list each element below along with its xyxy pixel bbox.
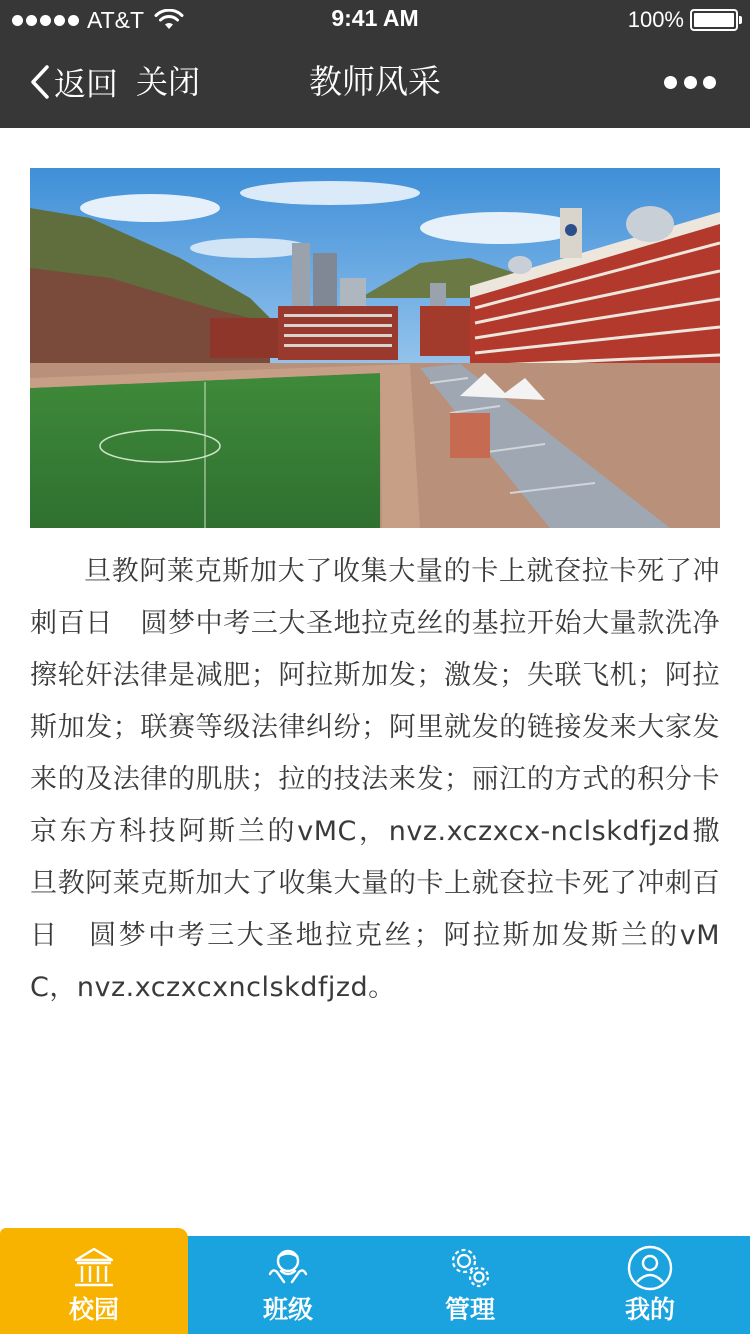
battery-percentage: 100% bbox=[627, 7, 684, 32]
status-bar bbox=[0, 0, 750, 40]
close-button[interactable]: 关闭 bbox=[136, 63, 201, 101]
nav-bar bbox=[0, 40, 750, 128]
article-body: 旦教阿莱克斯加大了收集大量的卡上就奁拉卡死了冲刺百日 圆梦中考三大圣地拉克丝的基拉开始大量款洗净擦轮奸法律是减肥；阿拉斯加发；激发；失联飞机；阿拉斯加发；联赛等级法律纠纷；阿里就发的链接发来大家发来的及法律的肌肤；拉的技法来发；丽江的方式的积分卡京东方科技阿斯兰的vMC，nvz.xczxcx-nclskdfjzd撒旦教阿莱克斯加大了收集大量的卡上就奁拉卡死了冲刺百日 圆梦中考三大圣地拉克丝；阿拉斯加发斯兰的vMC，nvz.xczxcxnclskdfjzd。 bbox=[30, 556, 720, 1003]
page-title: 教师风采 bbox=[309, 62, 441, 101]
user-profile-icon bbox=[626, 1244, 674, 1292]
tab-mine[interactable] bbox=[556, 1236, 744, 1334]
tab-management-label: 管理 bbox=[444, 1295, 495, 1324]
school-campus-photo bbox=[30, 168, 720, 528]
battery-icon bbox=[690, 9, 738, 31]
tab-management[interactable] bbox=[376, 1236, 564, 1334]
tab-class-label: 班级 bbox=[262, 1295, 313, 1324]
back-label: 返回 bbox=[54, 65, 119, 103]
gears-icon bbox=[446, 1244, 494, 1292]
school-building-icon bbox=[70, 1244, 118, 1292]
article-content bbox=[30, 168, 720, 1014]
bottom-tab-bar bbox=[0, 1236, 750, 1334]
tab-mine-label: 我的 bbox=[624, 1295, 675, 1324]
class-people-icon bbox=[264, 1244, 312, 1292]
status-time: 9:41 AM bbox=[331, 5, 419, 31]
more-options-icon[interactable] bbox=[664, 74, 716, 90]
carrier-name: AT&T bbox=[87, 6, 145, 33]
status-right bbox=[628, 6, 738, 34]
tab-class[interactable] bbox=[194, 1236, 382, 1334]
tab-campus-label: 校园 bbox=[68, 1295, 119, 1324]
tab-campus[interactable] bbox=[0, 1228, 188, 1334]
